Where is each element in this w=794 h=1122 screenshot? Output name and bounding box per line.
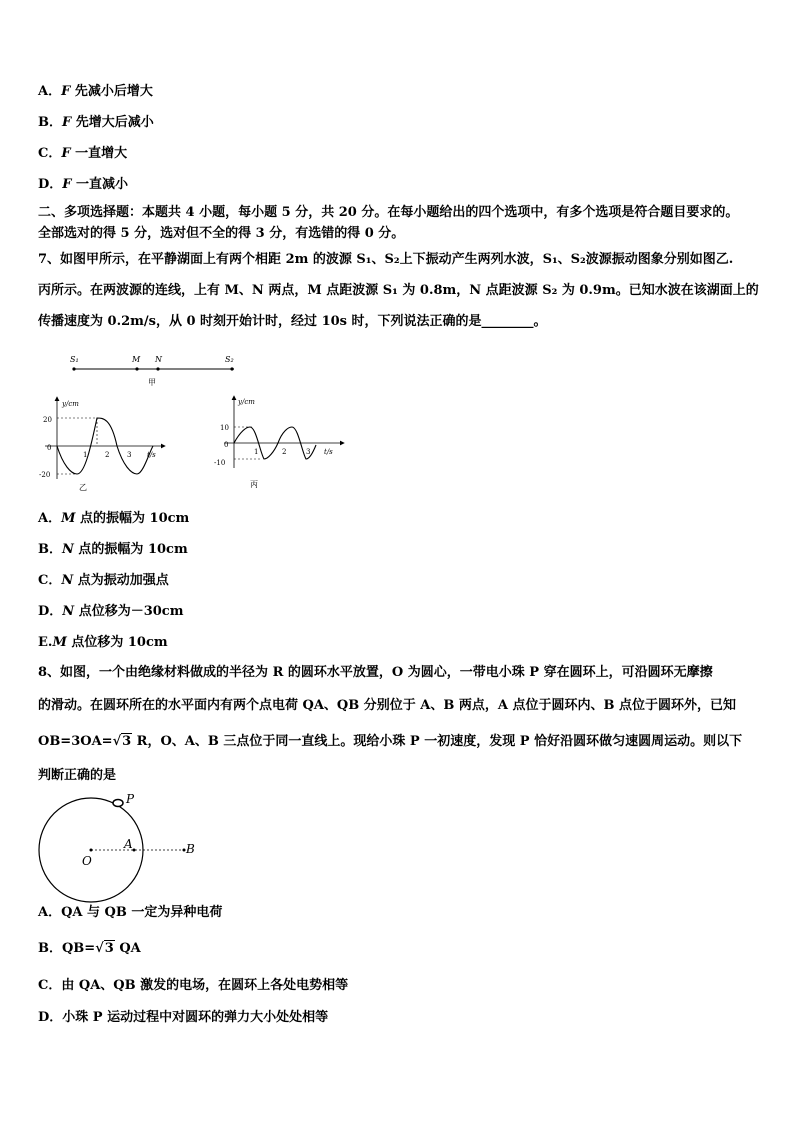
q7-option-d: D．N 点位移为－30cm (38, 604, 184, 619)
section2-line1: 二、多项选择题：本题共 4 小题，每小题 5 分，共 20 分。在每小题给出的四个选项中，有多个选项是符合题目要求的。 (38, 205, 739, 220)
bing-tick-0: 0 (224, 441, 229, 449)
q7-option-a: A．M 点的振幅为 10cm (38, 511, 190, 526)
q7-line1: 7、如图甲所示，在平静湖面上有两个相距 2m 的波源 S₁、S₂上下振动产生两列水波，S₁、S₂波源振动图象分别如图乙. (38, 252, 734, 267)
s1-point (72, 367, 75, 370)
q6-option-a: A．F 先减小后增大 (38, 84, 153, 99)
label-b: B (186, 842, 195, 856)
label-o: O (82, 854, 92, 868)
yi-tick-0: 0 (47, 444, 52, 452)
caption-yi: 乙 (79, 483, 87, 492)
label-m: M (132, 355, 141, 364)
yi-tick-1: 1 (83, 451, 88, 459)
yi-tick-neg20: -20 (39, 471, 51, 479)
q7-figure-jia (60, 350, 250, 390)
q8-line1: 8、如图，一个由绝缘材料做成的半径为 R 的圆环水平放置，O 为圆心，一带电小珠 P 穿在圆环上，可沿圆环无摩擦 (38, 665, 713, 680)
s2-point (230, 367, 233, 370)
q8-option-d: D．小珠 P 运动过程中对圆环的弹力大小处处相等 (38, 1010, 329, 1025)
q8-line3: OB=3OA=√3 R，O、A、B 三点位于同一直线上。现给小珠 P 一初速度，发现 P 恰好沿圆环做匀速圆周运动。则以下 (38, 734, 743, 749)
o-point (90, 849, 93, 852)
q7-option-b: B．N 点的振幅为 10cm (38, 542, 188, 557)
sqrt-symbol: √3 (95, 941, 114, 956)
q7-figure-yi (35, 393, 175, 493)
label-p: P (126, 792, 135, 806)
q7-option-c: C．N 点为振动加强点 (38, 573, 169, 588)
q8-option-b: B．QB=√3 QA (38, 941, 141, 956)
q6-option-c: C．F 一直增大 (38, 146, 128, 161)
yi-axis-y-label: y/cm (62, 400, 79, 408)
q7-line2: 丙所示。在两波源的连线，上有 M、N 两点，M 点距波源 S₁ 为 0.8m，N 点距波源 S₂ 为 0.9m。已知水波在该湖面上的 (38, 283, 759, 298)
label-s1: S₁ (70, 355, 79, 364)
yi-tick-3: 3 (127, 451, 132, 459)
m-point (135, 367, 138, 370)
q6-option-b: B．F 先增大后减小 (38, 115, 154, 130)
q8-figure (36, 792, 216, 905)
yi-axis-t-label: t/s (147, 451, 156, 459)
sqrt-symbol: √3 (112, 734, 132, 749)
q6-option-d: D．F 一直减小 (38, 177, 129, 192)
bing-tick-1: 1 (254, 448, 259, 456)
bing-tick-3: 3 (306, 448, 311, 456)
caption-bing: 丙 (250, 480, 258, 489)
bead-p (113, 800, 123, 807)
label-n: N (155, 355, 162, 364)
label-s2: S₂ (225, 355, 234, 364)
bing-tick-10: 10 (220, 424, 229, 432)
bing-axis-t-label: t/s (324, 448, 333, 456)
q8-option-a: A．QA 与 QB 一定为异种电荷 (38, 905, 223, 920)
q8-line4: 判断正确的是 (38, 768, 117, 783)
a-point (133, 849, 136, 852)
bing-tick-2: 2 (282, 448, 287, 456)
caption-jia: 甲 (148, 378, 156, 387)
yi-tick-2: 2 (105, 451, 110, 459)
q7-figure-bing (212, 390, 352, 490)
label-a: A (124, 837, 133, 851)
bing-axis-y-label: y/cm (238, 398, 255, 406)
yi-tick-20: 20 (43, 416, 52, 424)
n-point (156, 367, 159, 370)
q8-option-c: C．由 QA、QB 激发的电场，在圆环上各处电势相等 (38, 978, 349, 993)
q7-option-e: E.M 点位移为 10cm (38, 635, 168, 650)
bing-tick-neg10: -10 (214, 459, 226, 467)
q8-line2: 的滑动。在圆环所在的水平面内有两个点电荷 QA、QB 分别位于 A、B 两点，A 点位于圆环内、B 点位于圆环外，已知 (38, 698, 737, 713)
section2-line2: 全部选对的得 5 分，选对但不全的得 3 分，有选错的得 0 分。 (38, 226, 405, 241)
q7-line3: 传播速度为 0.2m/s，从 0 时刻开始计时，经过 10s 时，下列说法正确的是________。 (38, 314, 547, 329)
